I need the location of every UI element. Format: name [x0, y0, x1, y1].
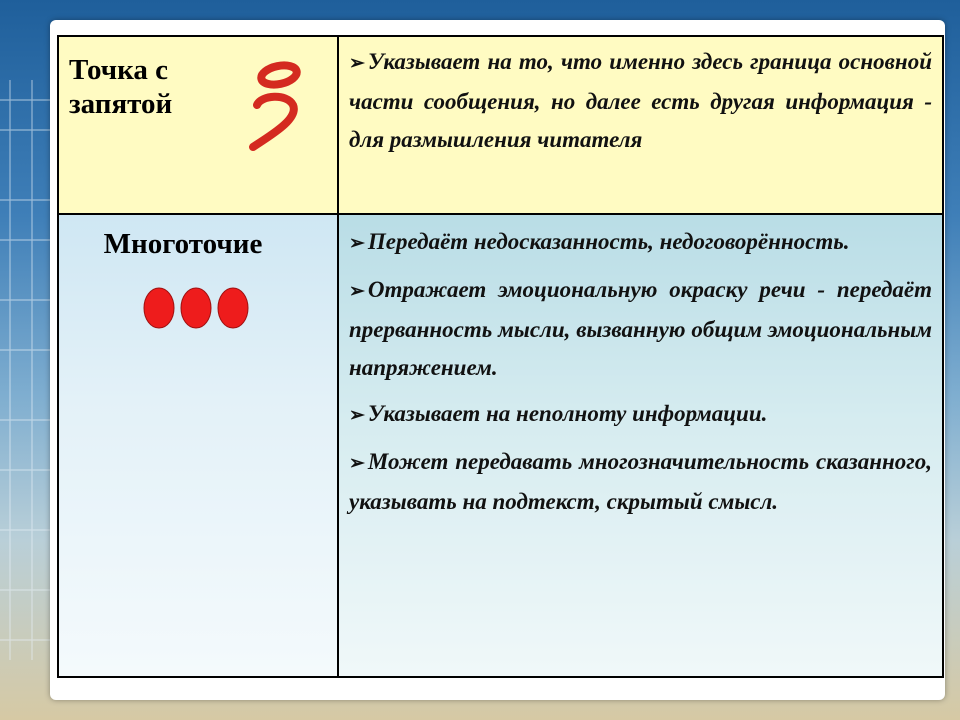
- bullet-ellipsis-4: [349, 443, 932, 521]
- term-title-line-1: Точка с: [69, 54, 169, 86]
- bullet-semicolon-1: [349, 43, 932, 159]
- punctuation-table: [57, 35, 944, 678]
- arrow-bullet-icon: ➢: [349, 233, 365, 254]
- description-cell-ellipsis: [338, 214, 943, 677]
- arrow-bullet-icon: ➢: [349, 453, 365, 474]
- term-cell-ellipsis: [58, 214, 338, 677]
- bullet-text: Передаёт недосказанность, недоговорённость.: [367, 229, 850, 254]
- arrow-bullet-icon: ➢: [349, 281, 365, 302]
- bullet-text: Указывает на неполноту информации.: [367, 401, 768, 426]
- term-title-ellipsis: Многоточие: [103, 228, 263, 260]
- term-title-line-2: запятой: [69, 88, 173, 120]
- bullet-ellipsis-2: [349, 271, 932, 387]
- term-title-semicolon: [69, 53, 172, 121]
- table-row-ellipsis: [58, 214, 943, 677]
- arrow-bullet-icon: ➢: [349, 53, 365, 74]
- bullet-text: Отражает эмоциональную окраску речи - передаёт прерванность мысли, вызванную общим эмоциональным напряжением.: [349, 277, 932, 380]
- description-cell-semicolon: [338, 36, 943, 214]
- ellipsis-dots-icon: [141, 285, 251, 331]
- arrow-bullet-icon: ➢: [349, 405, 365, 426]
- term-cell-semicolon: [58, 36, 338, 214]
- bullet-text: Может передавать многозначительность сказанного, указывать на подтекст, скрытый смысл.: [349, 449, 932, 514]
- bullet-text: Указывает на то, что именно здесь граница основной части сообщения, но далее есть другая информация - для размышления читателя: [349, 49, 932, 152]
- semicolon-icon: [241, 61, 305, 153]
- table-row-semicolon: [58, 36, 943, 214]
- bullet-ellipsis-3: [349, 395, 932, 435]
- bullet-ellipsis-1: [349, 223, 932, 263]
